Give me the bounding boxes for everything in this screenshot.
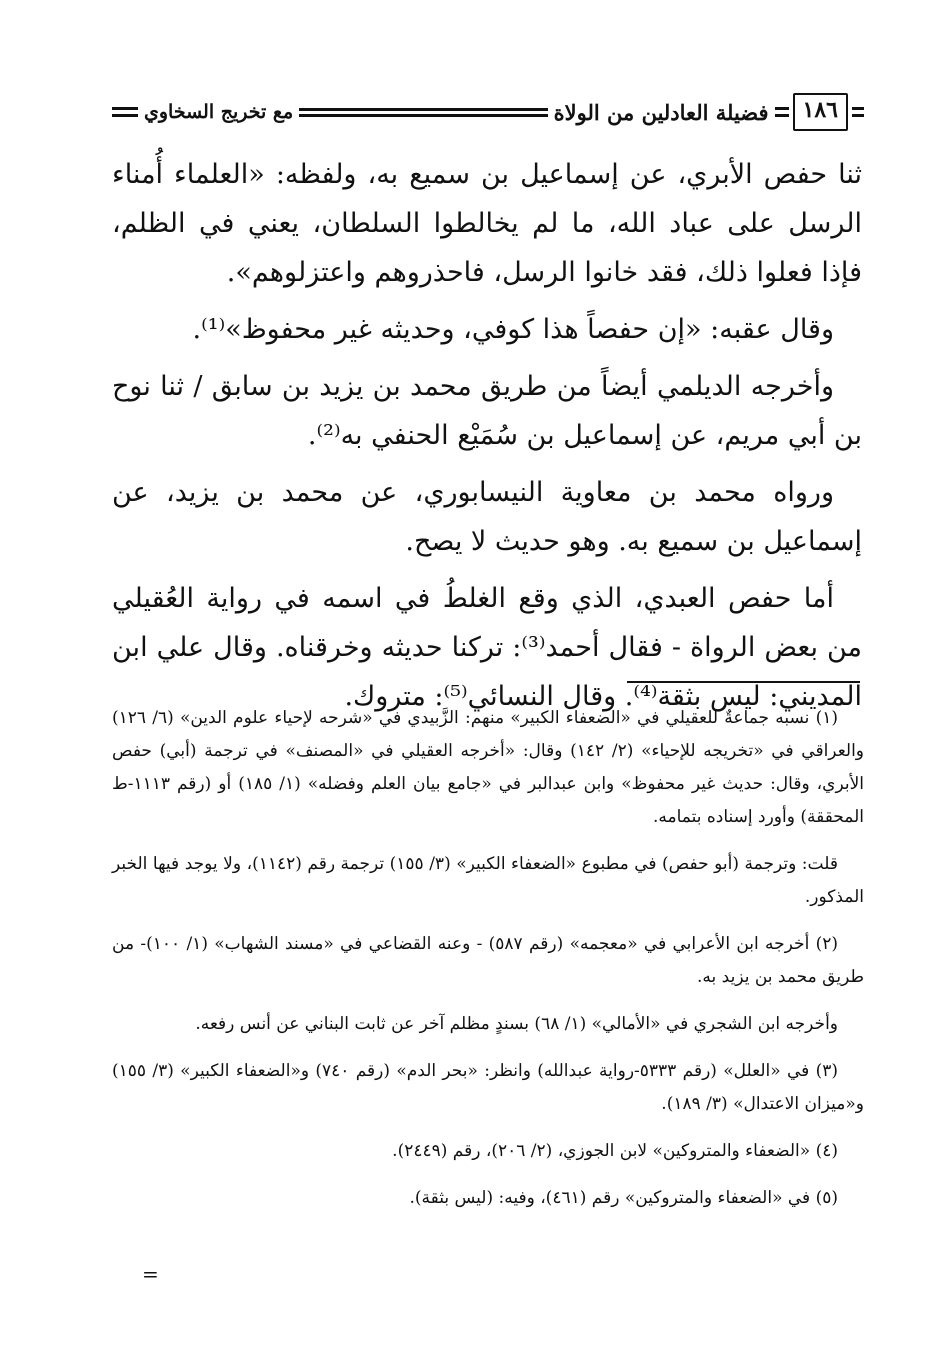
header-rule-small	[775, 107, 789, 117]
footnote: (٤) «الضعفاء والمتروكين» لابن الجوزي، (٢/ ٢٠٦)، رقم (٢٤٤٩).	[392, 1141, 838, 1161]
footnote: وأخرجه ابن الشجري في «الأمالي» (١/ ٦٨) بسندٍ مظلم آخر عن ثابت البناني عن أنس رفعه.	[195, 1014, 838, 1034]
footnote: (٢) أخرجه ابن الأعرابي في «معجمه» (رقم ٥٨٧) - وعنه القضاعي في «مسند الشهاب» (١/ ١٠٠)- من طريق محمد بن يزيد به.	[112, 934, 864, 987]
main-text	[112, 150, 862, 729]
footnote-separator	[627, 681, 860, 683]
body-paragraph: ثنا حفص الأبري، عن إسماعيل بن سميع به، ولفظه: «العلماء أُمناء الرسل على عباد الله، ما لم يخالطوا السلطان، يعني في الظلم، فإذا فعلوا ذلك، فقد خانوا الرسل، فاحذروهم واعتزلوهم».	[112, 159, 862, 288]
body-paragraph: وأخرجه الديلمي أيضاً من طريق محمد بن يزيد بن سابق / ثنا نوح بن أبي مريم، عن إسماعيل بن سُمَيْع الحنفي به⁽²⁾.	[112, 371, 862, 451]
book-subtitle: مع تخريج السخاوي	[144, 101, 294, 123]
footnotes	[112, 702, 864, 1229]
body-paragraph: ورواه محمد بن معاوية النيسابوري، عن محمد بن يزيد، عن إسماعيل بن سميع به. وهو حديث لا يصح.	[112, 477, 862, 557]
footnote: قلت: وترجمة (أبو حفص) في مطبوع «الضعفاء الكبير» (٣/ ١٥٥) ترجمة رقم (١١٤٢)، ولا يوجد فيها الخبر المذكور.	[112, 854, 864, 907]
body-paragraph: وقال عقبه: «إن حفصاً هذا كوفي، وحديثه غير محفوظ»⁽¹⁾.	[192, 314, 834, 345]
header-rule-right	[852, 107, 864, 117]
footnote: (٣) في «العلل» (رقم ٥٣٣٣-رواية عبدالله) وانظر: «بحر الدم» (رقم ٧٤٠) و«الضعفاء الكبير» (٣/ ١٥٥) و«ميزان الاعتدال» (٣/ ١٨٩).	[112, 1061, 864, 1114]
footnote: (١) نسبه جماعةٌ للعقيلي في «الضعفاء الكبير» منهم: الزَّبيدي في «شرحه لإحياء علوم الدين» (٦/ ١٢٦) والعراقي في «تخريجه للإحياء» (٢/ ١٤٢) وقال: «أخرجه العقيلي في «المصنف» في ترجمة (أبي) حفص الأبري، وقال: حديث غير محفوظ» وابن عبدالبر في «جامع بيان العلم وفضله» (١/ ١٨٥) أو (رقم ١١١٣-ط المحققة) وأورد إسناده بتمامه.	[112, 708, 865, 827]
footnote: (٥) في «الضعفاء والمتروكين» رقم (٤٦١)، وفيه: (ليس بثقة).	[409, 1188, 838, 1208]
page-number: ١٨٦	[793, 93, 848, 131]
header-rule-middle	[299, 108, 547, 117]
book-title: فضيلة العادلين من الولاة	[553, 99, 769, 125]
end-mark: =	[142, 1262, 159, 1286]
header-rule-left	[112, 107, 138, 117]
running-header	[112, 88, 864, 136]
body-paragraph: أما حفص العبدي، الذي وقع الغلطُ في اسمه في رواية العُقيلي من بعض الرواة - فقال أحمد⁽³⁾: تركنا حديثه وخرقناه. وقال علي ابن المديني: ليس بثقة⁽⁴⁾. وقال النسائي⁽⁵⁾: متروك.	[112, 583, 862, 712]
